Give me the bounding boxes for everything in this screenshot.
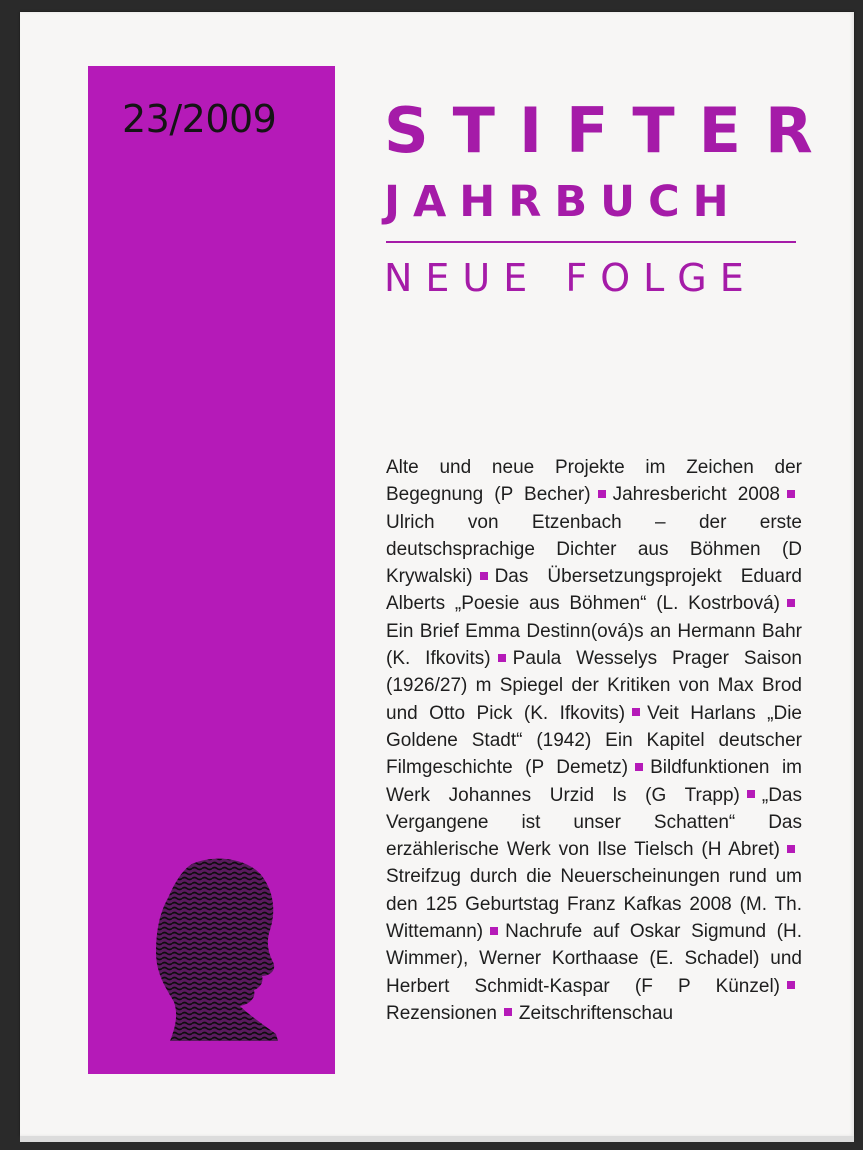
contents-entry: Bildfunktionen im Werk Johannes Urzid ls (G Trapp) bbox=[386, 757, 802, 806]
separator-square-icon bbox=[787, 490, 795, 498]
contents-entry: Nachrufe auf Oskar Sigmund (H. Wimmer), Werner Korthaase (E. Schadel) und Herbert Schmidt-Kaspar (F P Künzel) bbox=[386, 921, 802, 997]
title-stifter: STIFTER bbox=[384, 94, 837, 167]
title-neue-folge: NEUE FOLGE bbox=[384, 256, 757, 300]
page-edge bbox=[20, 1136, 854, 1142]
contents-entry: Zeitschriftenschau bbox=[518, 1002, 674, 1024]
title-divider bbox=[386, 241, 796, 243]
table-of-contents bbox=[386, 454, 802, 1027]
contents-entry: Alte und neue Projekte im Zeichen der Begegnung (P Becher) bbox=[386, 457, 802, 506]
contents-entry: Paula Wesselys Prager Saison (1926/27) m Spiegel der Kritiken von Max Brod und Otto Pick (K. Ifkovits) bbox=[386, 648, 803, 724]
contents-entry: Veit Harlans „Die Goldene Stadt“ (1942) Ein Kapitel deutscher Filmgeschichte (P Demetz) bbox=[386, 702, 802, 779]
profile-silhouette-icon bbox=[152, 856, 282, 1041]
separator-square-icon bbox=[787, 845, 795, 853]
contents-entry: Ein Brief Emma Destinn(ová)s an Hermann Bahr (K. Ifkovits) bbox=[386, 620, 802, 670]
separator-square-icon bbox=[504, 1008, 512, 1016]
contents-entry: Ulrich von Etzenbach – der erste deutschsprachige Dichter aus Böhmen (D Krywalski) bbox=[386, 511, 802, 588]
separator-square-icon bbox=[598, 490, 606, 498]
separator-square-icon bbox=[480, 572, 488, 580]
contents-entry: Rezensionen bbox=[386, 1002, 497, 1024]
separator-square-icon bbox=[787, 599, 795, 607]
separator-square-icon bbox=[747, 790, 755, 798]
separator-square-icon bbox=[787, 981, 795, 989]
separator-square-icon bbox=[635, 763, 643, 771]
separator-square-icon bbox=[490, 927, 498, 935]
contents-entry: Streifzug durch die Neuerscheinungen rund um den 125 Geburtstag Franz Kafkas 2008 (M. Th. Wittemann) bbox=[386, 866, 802, 943]
issue-number: 23/2009 bbox=[122, 97, 277, 141]
contents-entry: Jahresbericht 2008 bbox=[612, 484, 780, 506]
title-jahrbuch: JAHRBUCH bbox=[384, 177, 742, 227]
contents-entry: „Das Vergangene ist unser Schatten“ Das erzählerische Werk von Ilse Tielsch (H Abret) bbox=[386, 784, 802, 861]
separator-square-icon bbox=[498, 654, 506, 662]
separator-square-icon bbox=[632, 708, 640, 716]
contents-entry: Das Übersetzungsprojekt Eduard Alberts „Poesie aus Böhmen“ (L. Kostrbová) bbox=[386, 566, 802, 615]
